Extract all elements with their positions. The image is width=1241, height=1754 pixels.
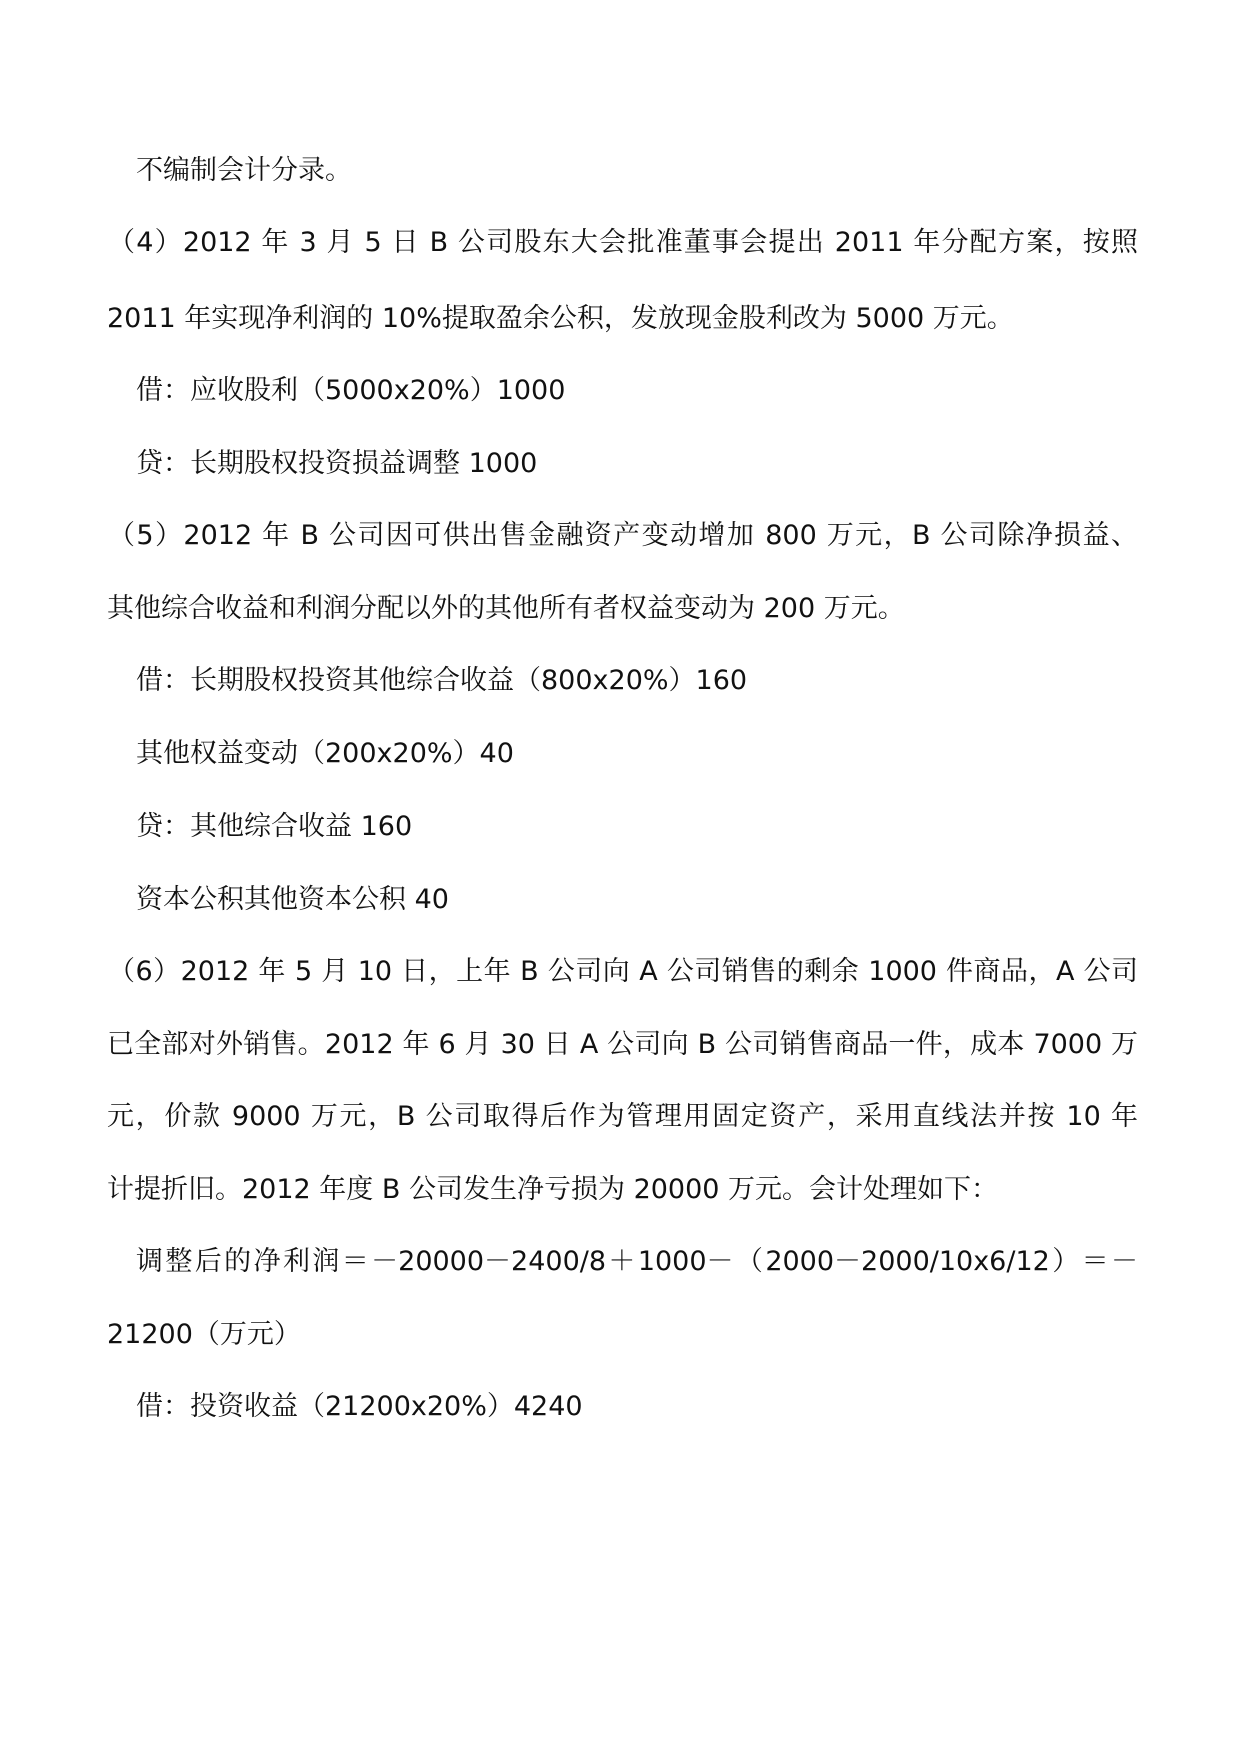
text-line-11: 资本公积其他资本公积 40 xyxy=(136,884,449,915)
text-line-9: 其他权益变动（200x20%）40 xyxy=(136,738,514,769)
text-line-17: 21200（万元） xyxy=(107,1319,301,1350)
text-line-7: 其他综合收益和利润分配以外的其他所有者权益变动为 200 万元。 xyxy=(107,593,905,624)
text-line-16: 调整后的净利润＝－20000－2400/8＋1000－（2000－2000/10x6/12）＝－ xyxy=(136,1246,1138,1277)
text-line-6: （5）2012 年 B 公司因可供出售金融资产变动增加 800 万元，B 公司除净损益、 xyxy=(108,520,1138,551)
text-line-3: 2011 年实现净利润的 10%提取盈余公积，发放现金股利改为 5000 万元。 xyxy=(107,303,1014,334)
text-line-12: （6）2012 年 5 月 10 日，上年 B 公司向 A 公司销售的剩余 1000 件商品，A 公司 xyxy=(108,956,1138,987)
text-line-10: 贷：其他综合收益 160 xyxy=(136,811,413,842)
text-line-13: 已全部对外销售。2012 年 6 月 30 日 A 公司向 B 公司销售商品一件，成本 7000 万 xyxy=(107,1029,1138,1060)
text-line-1: 不编制会计分录。 xyxy=(136,155,352,186)
text-line-15: 计提折旧。2012 年度 B 公司发生净亏损为 20000 万元。会计处理如下： xyxy=(107,1174,999,1205)
text-line-14: 元，价款 9000 万元，B 公司取得后作为管理用固定资产，采用直线法并按 10 年 xyxy=(107,1101,1138,1132)
text-line-8: 借：长期股权投资其他综合收益（800x20%）160 xyxy=(136,665,748,696)
text-line-2: （4）2012 年 3 月 5 日 B 公司股东大会批准董事会提出 2011 年分配方案，按照 xyxy=(108,227,1138,258)
text-line-4: 借：应收股利（5000x20%）1000 xyxy=(136,375,566,406)
text-line-5: 贷：长期股权投资损益调整 1000 xyxy=(136,448,538,479)
text-line-18: 借：投资收益（21200x20%）4240 xyxy=(136,1391,583,1422)
